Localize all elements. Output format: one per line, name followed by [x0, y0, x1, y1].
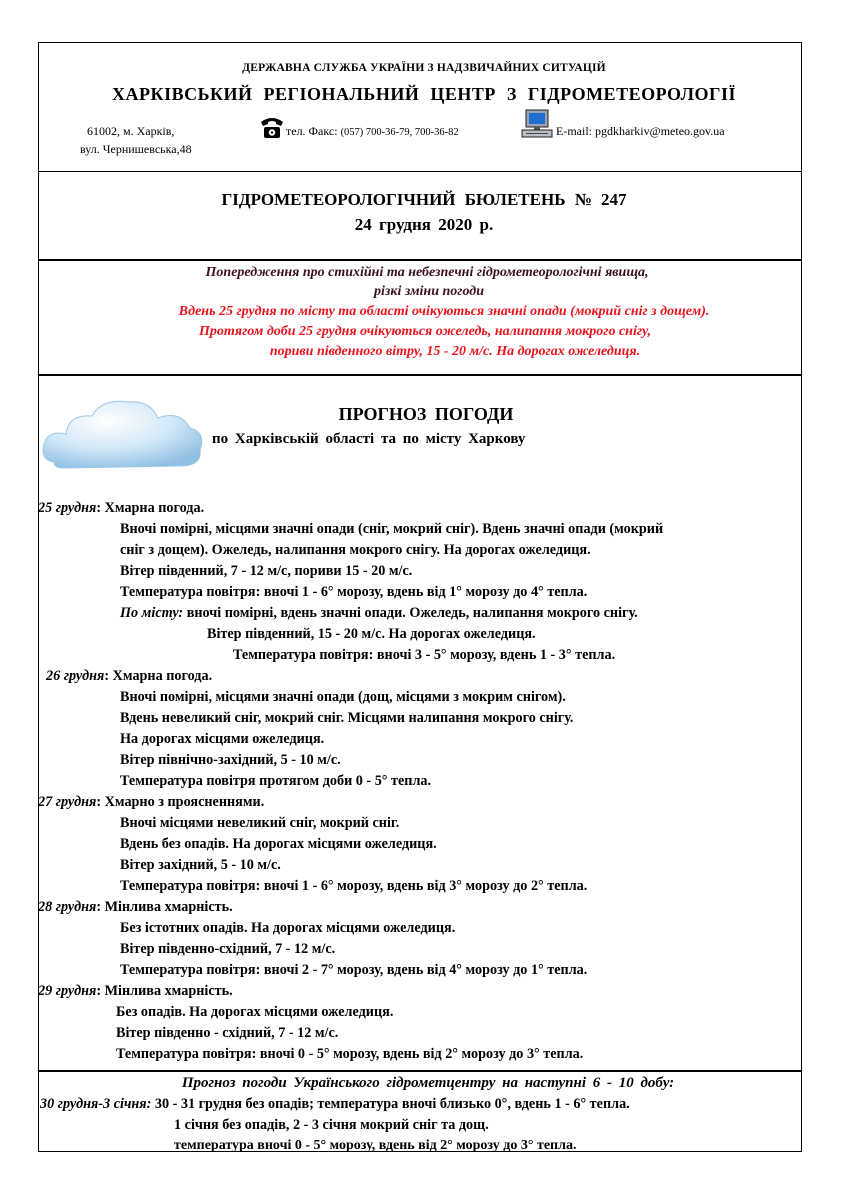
divider	[38, 374, 802, 376]
divider	[38, 1070, 802, 1072]
day-26-label: 26 грудня	[46, 668, 105, 684]
day-28-label: 28 грудня	[38, 899, 97, 915]
day-29-line-3: Температура повітря: вночі 0 - 5° морозу, вдень від 2° морозу до 3° тепла.	[116, 1046, 584, 1062]
day-29-summary: Мінлива хмарність.	[104, 983, 233, 999]
city-text: вночі помірні, вдень значні опади. Ожеледь, налипання мокрого снігу.	[186, 605, 638, 621]
day-26-line-2: Вдень невеликий сніг, мокрий сніг. Місцями налипання мокрого снігу.	[120, 710, 574, 726]
day-28-line-2: Вітер південно-східний, 7 - 12 м/с.	[120, 941, 336, 957]
day-29-line-2: Вітер південно - східний, 7 - 12 м/с.	[116, 1025, 339, 1041]
day-27-summary: Хмарно з проясненнями.	[104, 794, 265, 810]
extended-line-3: температура вночі 0 - 5° морозу, вдень від 2° морозу до 3° тепла.	[174, 1138, 577, 1153]
city-label: По місту:	[120, 605, 184, 621]
phone-fax	[286, 124, 459, 139]
computer-icon	[520, 108, 554, 140]
telephone-icon	[258, 114, 286, 140]
address-line-2: вул. Чернишевська,48	[80, 142, 192, 156]
day-27-line-2: Вдень без опадів. На дорогах місцями ожеледиця.	[120, 836, 437, 852]
day-28-header: 28 грудня: Мінлива хмарність.	[38, 899, 233, 915]
divider	[38, 259, 802, 261]
phone-label: тел. Факс:	[286, 124, 338, 138]
day-28-line-1: Без істотних опадів. На дорогах місцями ожеледиця.	[120, 920, 456, 936]
bulletin-date: 24 грудня 2020 р.	[354, 215, 494, 234]
day-29-header: 29 грудня: Мінлива хмарність.	[38, 983, 233, 999]
day-26-line-4: Вітер північно-західний, 5 - 10 м/с.	[120, 752, 341, 768]
divider	[38, 171, 802, 172]
day-27-header: 27 грудня: Хмарно з проясненнями.	[38, 794, 265, 810]
warning-red-2: Протягом доби 25 грудня очікуються ожеледь, налипання мокрого снігу,	[198, 324, 652, 339]
forecast-subtitle: по Харківській області та по місту Харкову	[212, 431, 526, 447]
day-25-summary: Хмарна погода.	[104, 500, 205, 516]
day-27-line-3: Вітер західний, 5 - 10 м/с.	[120, 857, 281, 873]
address-line-1: 61002, м. Харків,	[87, 124, 175, 138]
day-27-line-4: Температура повітря: вночі 1 - 6° морозу, вдень від 3° морозу до 2° тепла.	[120, 878, 588, 894]
day-25-city-line-1	[120, 605, 638, 622]
extended-label: 30 грудня-3 січня:	[40, 1096, 152, 1112]
day-25-city-line-3: Температура повітря: вночі 3 - 5° морозу, вдень 1 - 3° тепла.	[233, 647, 616, 663]
day-29-label: 29 грудня	[38, 983, 97, 999]
day-29-line-1: Без опадів. На дорогах місцями ожеледиця.	[116, 1004, 394, 1020]
phone-numbers: (057) 700-36-79, 700-36-82	[340, 127, 459, 138]
day-26-header: 26 грудня: Хмарна погода.	[46, 668, 213, 684]
email: E-mail: pgdkharkiv@meteo.gov.ua	[556, 124, 725, 138]
day-25-line-4: Температура повітря: вночі 1 - 6° морозу, вдень від 1° морозу до 4° тепла.	[120, 584, 588, 600]
warning-heading-1: Попередження про стихійні та небезпечні гідрометеорологічні явища,	[205, 265, 649, 280]
warning-red-3: пориви південного вітру, 15 - 20 м/с. На дорогах ожеледиця.	[269, 344, 641, 359]
extended-text-1: 30 - 31 грудня без опадів; температура вночі близько 0°, вдень 1 - 6° тепла.	[154, 1096, 630, 1112]
extended-line-2: 1 січня без опадів, 2 - 3 січня мокрий сніг та дощ.	[174, 1117, 489, 1133]
extended-heading: Прогноз погоди Українського гідрометцентру на наступні 6 - 10 добу:	[181, 1075, 675, 1091]
day-27-line-1: Вночі місцями невеликий сніг, мокрий сніг.	[120, 815, 400, 831]
warning-red-1: Вдень 25 грудня по місту та області очікуються значні опади (мокрий сніг з дощем).	[178, 304, 710, 319]
day-28-summary: Мінлива хмарність.	[104, 899, 233, 915]
day-25-header: 25 грудня: Хмарна погода.	[38, 500, 205, 516]
day-25-line-1: Вночі помірні, місцями значні опади (сніг, мокрий сніг). Вдень значні опади (мокрий	[120, 521, 664, 537]
extended-line-1	[40, 1096, 630, 1113]
day-25-line-3: Вітер південний, 7 - 12 м/с, пориви 15 - 20 м/с.	[120, 563, 413, 579]
day-26-line-3: На дорогах місцями ожеледиця.	[120, 731, 325, 747]
day-25-city-line-2: Вітер південний, 15 - 20 м/с. На дорогах ожеледиця.	[207, 626, 536, 642]
day-26-line-5: Температура повітря протягом доби 0 - 5° тепла.	[120, 773, 432, 789]
day-28-line-3: Температура повітря: вночі 2 - 7° морозу, вдень від 4° морозу до 1° тепла.	[120, 962, 588, 978]
day-25-line-2: сніг з дощем). Ожеледь, налипання мокрого снігу. На дорогах ожеледиця.	[120, 542, 591, 558]
center-name: ХАРКІВСЬКИЙ РЕГІОНАЛЬНИЙ ЦЕНТР З ГІДРОМЕТЕОРОЛОГІЇ	[112, 84, 736, 104]
day-27-label: 27 грудня	[38, 794, 97, 810]
day-26-line-1: Вночі помірні, місцями значні опади (дощ, місцями з мокрим снігом).	[120, 689, 566, 705]
agency-name: ДЕРЖАВНА СЛУЖБА УКРАЇНИ З НАДЗВИЧАЙНИХ СИТУАЦІЙ	[242, 62, 606, 74]
forecast-title: ПРОГНОЗ ПОГОДИ	[338, 404, 514, 424]
day-26-summary: Хмарна погода.	[112, 668, 213, 684]
bulletin-title: ГІДРОМЕТЕОРОЛОГІЧНИЙ БЮЛЕТЕНЬ № 247	[221, 190, 627, 209]
warning-heading-2: різкі зміни погоди	[374, 284, 484, 299]
day-25-label: 25 грудня	[38, 500, 97, 516]
